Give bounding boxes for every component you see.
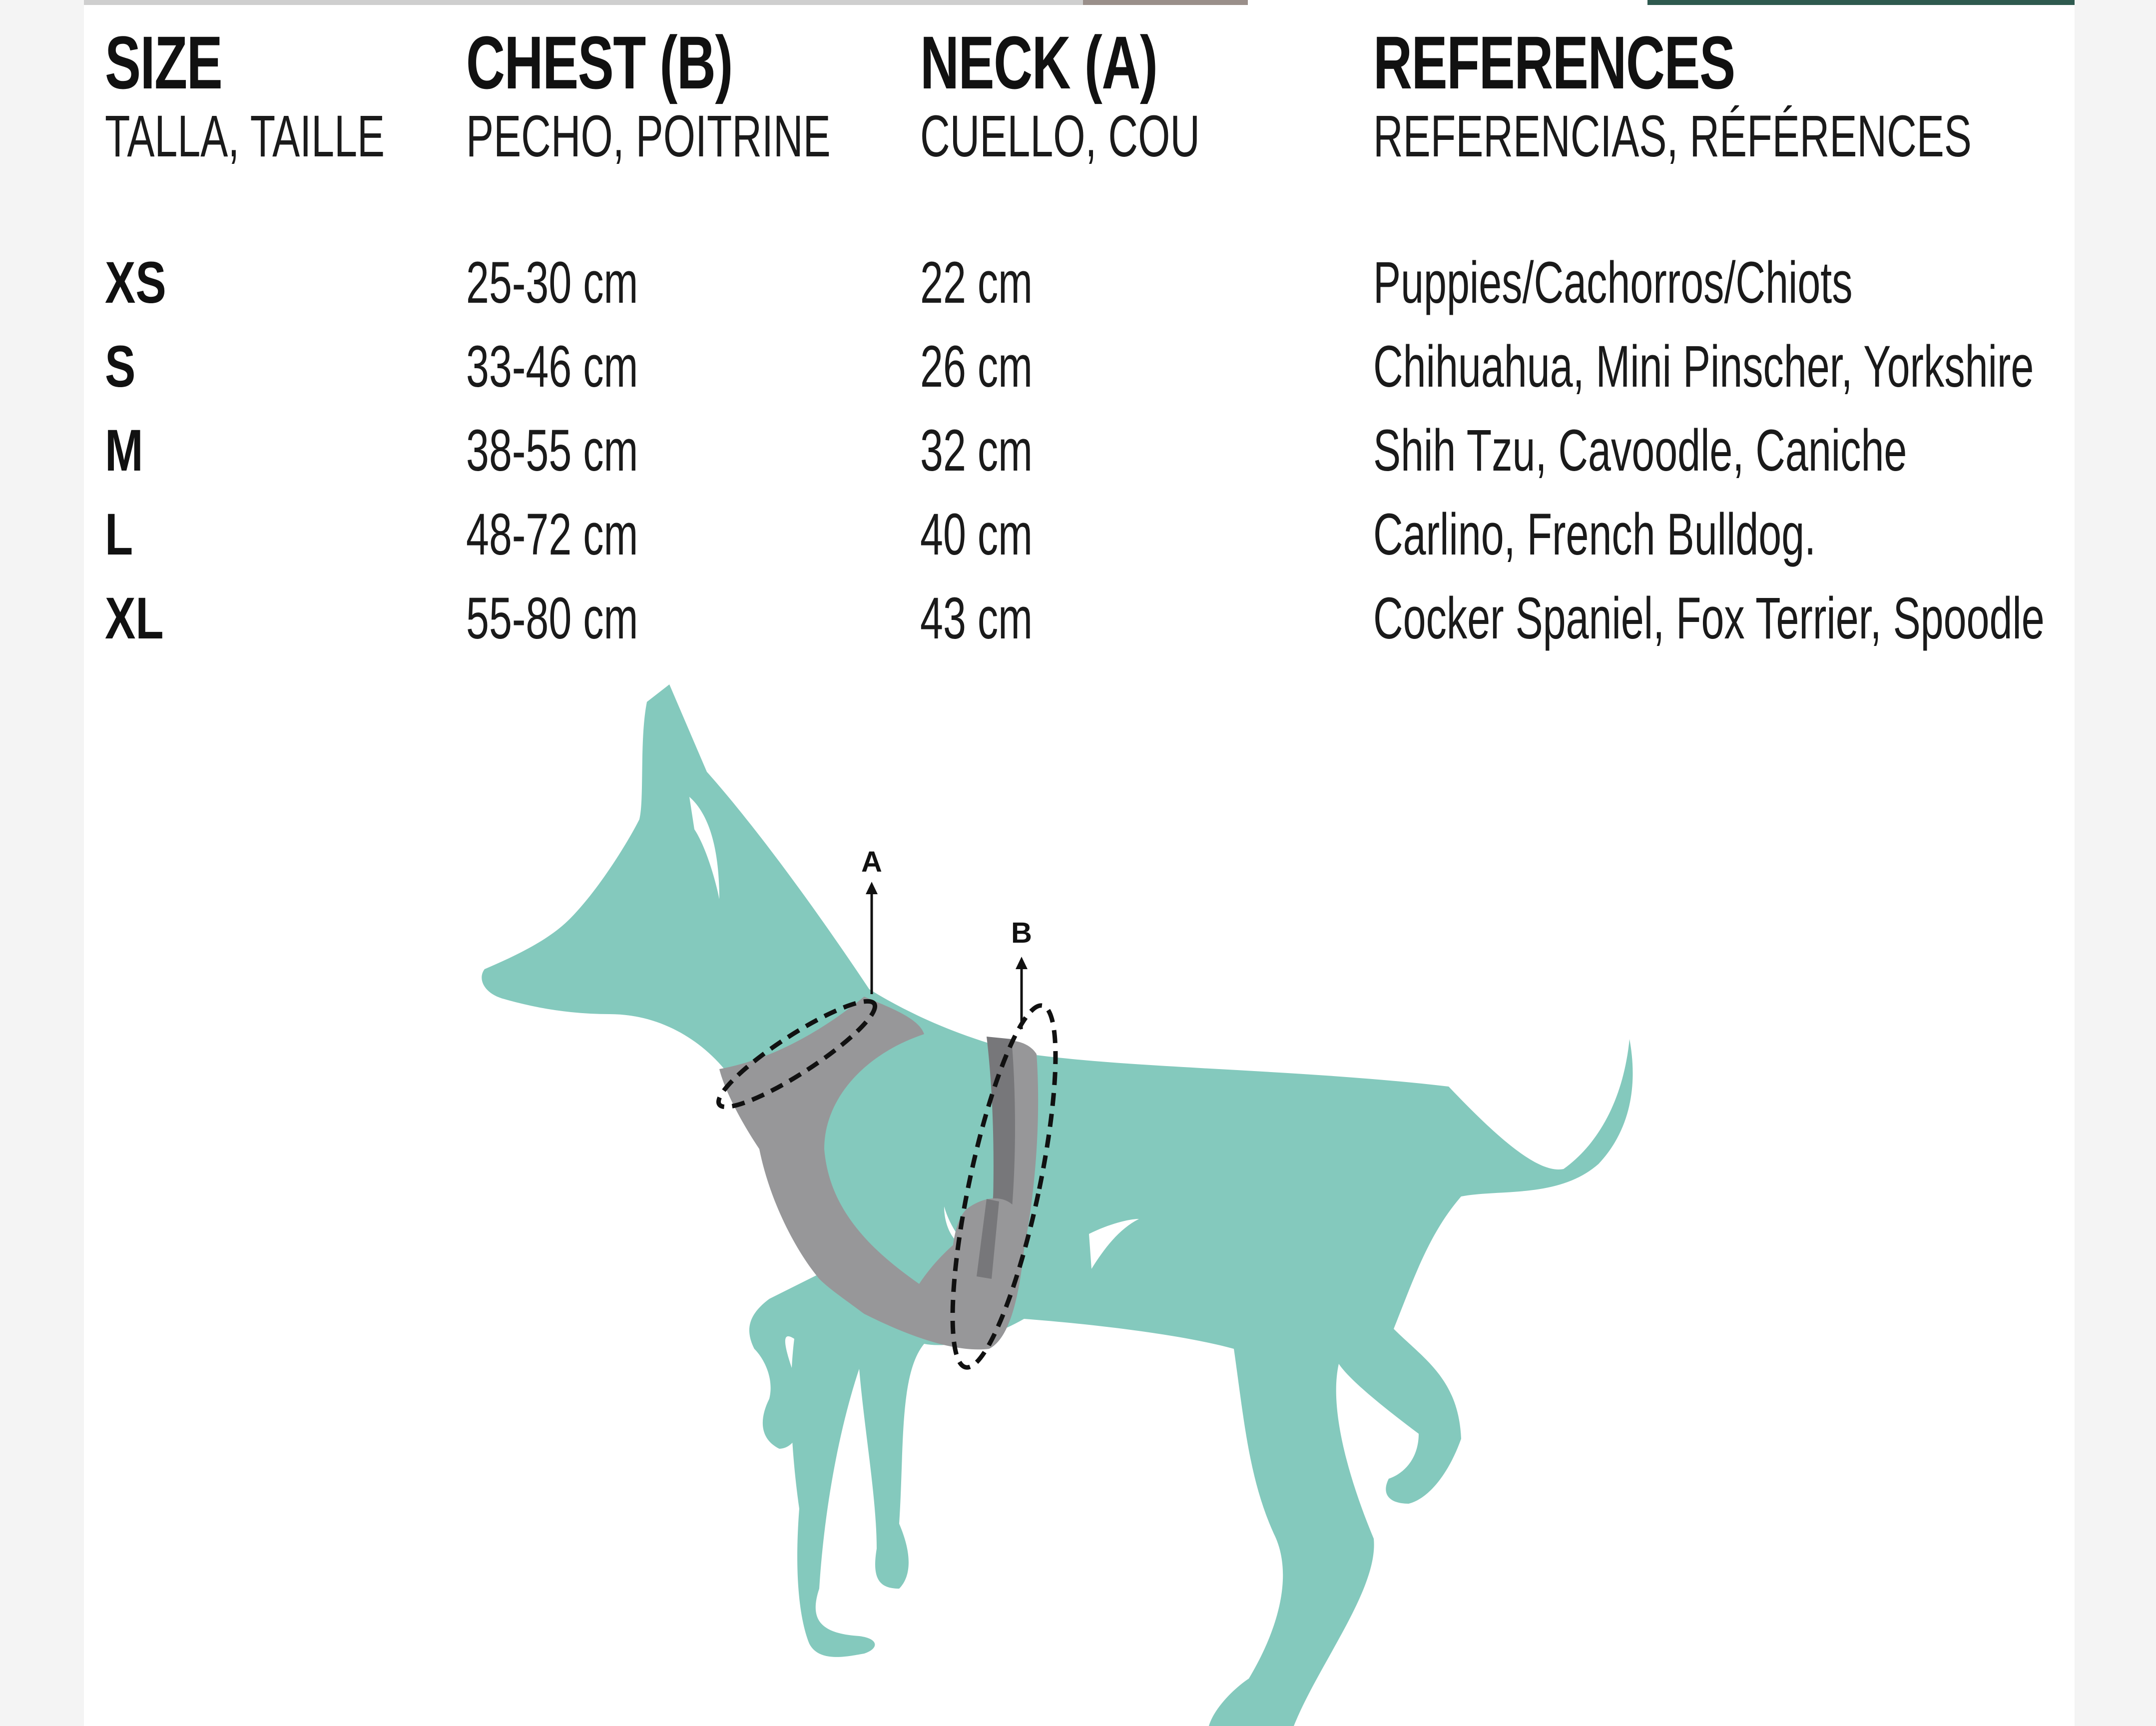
header-chest-title: CHEST (B) [466,20,733,104]
top-image-strip-product [1083,0,1248,5]
neck-measure: 26 cm [920,334,1033,400]
chest-measure: 48-72 cm [466,502,638,568]
chest-measure: 55-80 cm [466,585,638,651]
header-neck [920,20,1373,169]
header-chest-subtitle: PECHO, POITRINE [466,103,831,169]
header-size [105,20,466,169]
table-row [105,418,2073,502]
header-references [1373,20,2073,169]
neck-marker-label: A [861,846,882,878]
neck-marker-arrowhead [866,882,878,894]
size-code: XS [105,250,166,316]
neck-measure: 43 cm [920,585,1033,651]
header-neck-subtitle: CUELLO, COU [920,103,1200,169]
neck-measure: 32 cm [920,418,1033,484]
header-size-title: SIZE [105,20,222,104]
table-row [105,502,2073,585]
neck-measure: 22 cm [920,250,1033,316]
neck-measure: 40 cm [920,502,1033,568]
breed-references: Puppies/Cachorros/Chiots [1373,250,1853,316]
size-guide-page [84,0,2075,1726]
header-chest [466,20,920,169]
chest-marker-label: B [1011,917,1032,949]
dog-harness-diagram [84,644,2075,1726]
size-table-header [105,25,2073,169]
header-size-subtitle: TALLA, TAILLE [105,103,385,169]
chest-measure: 33-46 cm [466,334,638,400]
size-code: L [105,502,133,568]
table-row [105,169,2073,334]
size-code: M [105,418,143,484]
top-image-strip-accent [1647,0,2075,5]
breed-references: Chihuahua, Mini Pinscher, Yorkshire [1373,334,2034,400]
breed-references: Cocker Spaniel, Fox Terrier, Spoodle [1373,585,2045,651]
top-image-strip [84,0,1083,5]
breed-references: Shih Tzu, Cavoodle, Caniche [1373,418,1907,484]
breed-references: Carlino, French Bulldog. [1373,502,1816,568]
size-code: S [105,334,136,400]
chest-measure: 25-30 cm [466,250,638,316]
table-row [105,334,2073,418]
size-table [105,20,2073,669]
chest-measure: 38-55 cm [466,418,638,484]
dog-silhouette [482,684,1632,1726]
header-references-title: REFERENCES [1373,20,1735,104]
chest-marker-arrowhead [1016,957,1028,969]
size-code: XL [105,585,164,651]
header-neck-title: NECK (A) [920,20,1157,104]
header-references-subtitle: REFERENCIAS, RÉFÉRENCES [1373,103,1972,169]
